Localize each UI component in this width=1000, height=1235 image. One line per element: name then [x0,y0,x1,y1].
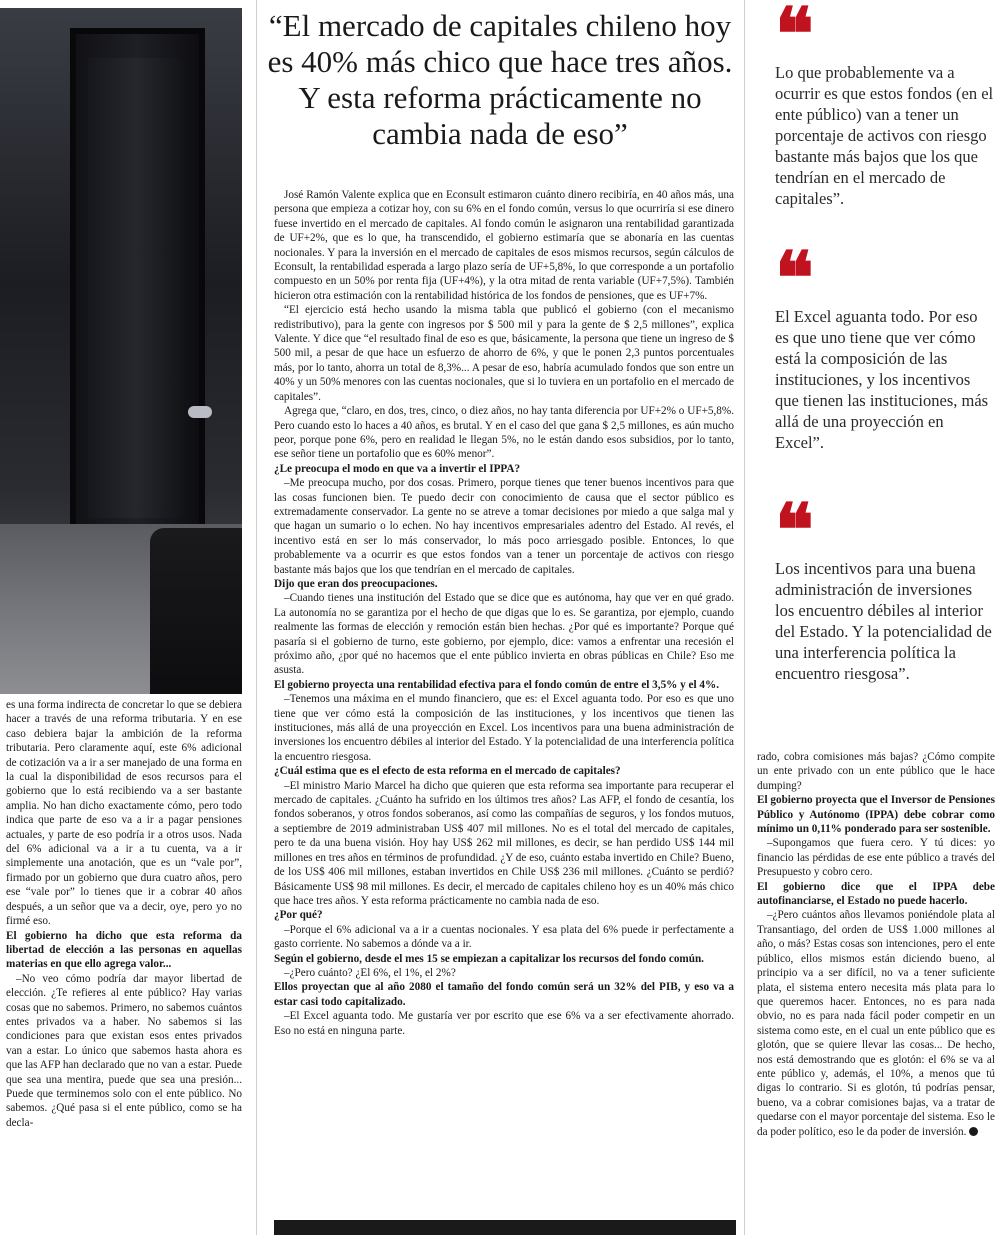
body-paragraph: José Ramón Valente explica que en Econsult estimaron cuánto dinero recibiría, en 40 años más, una persona que empieza a cotizar hoy, con su 6% en el fondo común, versus lo que ocurriría si ese dinero fuese invertido en el mercado de capitales. Al fondo común le asignaron una rentabilidad garantizada de UF+2%, que es lo que, ha transcendido, el gobierno estimaría que se abonaría en las cuentas nocionales. Y para la inversión en el mercado de capitales de esos mismos recursos, según cálculos de Econsult, la rentabilidad esperada a largo plazo sería de UF+5,8%, lo que corresponde a un portafolio compuesto en un 50% por renta fija (UF+4%), y la otra mitad de renta variable (UF+7,5%). También hicieron otra estimación con la rentabilidad histórica de los fondos de pensiones, que es UF+7%. [274,189,734,302]
body-paragraph: es una forma indirecta de concretar lo que se debiera hacer a través de una reforma tributaria. Y en ese caso debiera bajar la ambición de la reforma tributaria. Pero claramente aquí, este 6% adicional de cotización va a ir a ser manejado de una forma en la cual la disponibilidad de esos recursos para el gobierno que lo está recibiendo va a ser bastante amplia. No han dicho exactamente cómo, pero todo indica que parte de eso va a ir a pagar pensiones actuales, y parte de eso podría ir a otros usos. Nada del 6% adicional va a ir a tu cuenta, va a ir simplemente una anotación, que es un “vale por”, firmado por un gobierno que dura cuatro años, pero ese “vale por” lo tienes que ir a cobrar 40 años después, a un señor que va a decir, oye, pero yo no firmé eso. [6,699,242,928]
interview-question: Según el gobierno, desde el mes 15 se empiezan a capitalizar los recursos del fondo común. [274,952,704,965]
body-column-right [757,750,995,1139]
footer-bar [274,1220,736,1235]
body-paragraph: –¿Pero cuánto? ¿El 6%, el 1%, el 2%? [284,966,456,979]
photo-door [70,28,205,548]
interview-question: Ellos proyectan que al año 2080 el tamaño del fondo común será un 32% del PIB, y eso va a estar casi todo capitalizado. [274,981,734,1008]
interview-question: ¿Cuál estima que es el efecto de esta reforma en el mercado de capitales? [274,765,621,778]
body-paragraph: –No veo cómo podría dar mayor libertad de elección. ¿Te refieres al ente público? Hay varias cosas que no sabemos. Primero, no sabemos cuántos entes privados va a haber. No sabemos si las condiciones para que existan esos entes privados van a estar. Lo único que sabemos hasta ahora es que las AFP han declarado que no van a estar. Puede que sea una mentira, puede que sea una presión... Puede que terminemos solo con el ente público. No sabemos. ¿Qué pasa si el ente público, como se ha decla- [6,972,242,1129]
body-column-left [6,698,242,1130]
body-paragraph: –Tenemos una máxima en el mundo financiero, que es: el Excel aguanta todo. Por eso es que uno tiene que ver cómo está la composición de las instituciones, y los incentivos que tienen las instituciones, más allá de una proyección en Excel. Los incentivos para una buena administración de inversiones los encuentro débiles al interior del Estado. Y la potencialidad de una interferencia política la encuentro riesgosa. [274,693,734,763]
body-paragraph: rado, cobra comisiones más bajas? ¿Cómo compite un ente privado con un ente público que le hace dumping? [757,751,995,792]
pullquote-text: El Excel aguanta todo. Por eso es que uno tiene que ver cómo está la composición de las instituciones, y los incentivos que tienen las instituciones, más allá de una proyección en Excel”. [775,307,989,452]
body-paragraph: –Me preocupa mucho, por dos cosas. Primero, porque tienes que tener buenos incentivos para que las cosas funcionen bien. Te puedo decir con conocimiento de causa que el sector público es extremadamente conservador. La gente no se atreve a tomar decisiones por miedo a que salga mal y que hagan un sumario o lo echen. No hay incentivos empresariales adentro del Estado. Al revés, el incentivo está en ser lo más conservador, lo más poco arriesgado posible. Entonces, lo que probablemente va a ocurrir es que estos fondos van a tener un porcentaje de activos con riesgo bastante más bajos que los que tendrían en el mercado de capitales. [274,477,734,576]
headline: “El mercado de capitales chileno hoy es 40% más chico que hace tres años. Y esta reforma prácticamente no cambia nada de eso” [267,8,733,151]
pullquote-1 [775,0,995,209]
body-paragraph: –El Excel aguanta todo. Me gustaría ver por escrito que ese 6% va a ser efectivamente ahorrado. Eso no está en ninguna parte. [274,1010,734,1037]
body-paragraph: Agrega que, “claro, en dos, tres, cinco, o diez años, no hay tanta diferencia por UF+2% o UF+5,8%. Pero cuando esto lo haces a 40 años, es brutal. Y en el caso del que gana $ 2,5 millones, es aún mucho peor, porque pone 6%, pero en realidad le llegan 5%, no le están dando esos subsidios, por lo tanto, ese señor tiene un portafolio que es 60% menor”. [274,405,734,461]
column-divider-right [744,0,745,1235]
body-paragraph: –¿Pero cuántos años llevamos poniéndole plata al Transantiago, del orden de US$ 1.000 millones al año, o más? Estas cosas son intenciones, pero el ente público, ellos mismos están diciendo bueno, al principio va a ser difícil, no va a tener suficiente plata, el sistema entero necesita más plata para lo que queremos hacer. Entonces, no es para nada obvio, no es para nada fácil poder competir en un sistema como este, en el cual un ente público que es glotón, que se quiere llevar las cosas... De hecho, nos está demostrando que es glotón: el 6% se va al ente público y, además, el 10%, a menos que tú digas lo contrario. Si es glotón, tú podrías pensar, bueno, va a cobrar comisiones bajas, va a tratar de quedarse con el mayor porcentaje del sistema. Eso le da poder político, eso le da poder de inversión. [757,909,995,1138]
body-paragraph: –El ministro Mario Marcel ha dicho que quieren que esta reforma sea importante para recuperar el mercado de capitales. ¿Cuánto ha sufrido en los últimos tres años? Las AFP, el fondo de cesantía, los fondos soberanos, y otros fondos soberanos, así como las compañías de seguros, y los fondos mutuos, a septiembre de 2019 administraban US$ 407 mil millones. No es el total del mercado de capitales, pero te da una buena visión. Hoy hay US$ 262 mil millones, es decir, se han perdido US$ 144 mil millones en tres años en términos de profundidad. ¿Y de eso, cuánto estaba invertido en Chile? Bueno, de los US$ 406 mil millones, estaban invertidos en Chile US$ 236 mil millones. ¿Cuánto se perdió? Básicamente US$ 98 mil millones. Es decir, el mercado de capitales chileno hoy es un 40% más chico que hace tres años. Y esta reforma prácticamente no cambia nada de eso. [274,779,734,907]
photo-chair [150,528,242,694]
photo-door-handle [188,406,212,418]
photo-door-panel [88,58,183,518]
quote-mark-icon: ❝ [775,0,808,76]
interview-question: El gobierno dice que el IPPA debe autofinanciarse, el Estado no puede hacerlo. [757,880,995,908]
body-column-middle [274,188,734,1038]
body-paragraph: –Supongamos que fuera cero. Y tú dices: yo financio las pérdidas de ese ente público a través del Presupuesto y cobro cero. [757,837,995,879]
column-divider-left [256,0,257,1235]
article-photo [0,8,242,694]
pullquote-text: Lo que probablemente va a ocurrir es que estos fondos (en el ente público) van a tener un porcentaje de activos con riesgo bastante más bajos que los que tendrían en el mercado de capitales”. [775,63,994,208]
interview-question: Dijo que eran dos preocupaciones. [274,577,438,590]
body-paragraph: –Porque el 6% adicional va a ir a cuentas nocionales. Y esa plata del 6% puede ir perfectamente a gasto corriente. No sabemos a dónde va a ir. [274,923,734,951]
body-paragraph: –Cuando tienes una institución del Estado que se dice que es autónoma, hay que ver en qué grado. La autonomía no se garantiza por el hecho de que digas que lo es. Se garantiza, por ejemplo, cuando realmente las formas de elección y remoción están bien hechas. ¿Por qué es importante? Porque qué pasaría si el gobierno de turno, este gobierno, por ejemplo, dice: vamos a enfrentar una recesión el próximo año, ¿por qué no hacemos que el ente público invierta en obras públicas en Chile? Eso me asusta. [274,592,734,677]
pullquote-text: Los incentivos para una buena administración de inversiones los encuentro débiles al interior del Estado. Y la potencialidad de una interferencia política la encuentro riesgosa”. [775,559,992,683]
interview-question: ¿Por qué? [274,909,323,922]
pullquote-2 [775,235,995,453]
interview-question: ¿Le preocupa el modo en que va a invertir el IPPA? [274,462,521,475]
quote-mark-icon: ❝ [775,487,808,572]
interview-question: El gobierno ha dicho que esta reforma da libertad de elección a las personas en aquellas materias en que ello agrega valor... [6,929,242,971]
pullquote-3 [775,487,995,684]
quote-mark-icon: ❝ [775,235,808,320]
interview-question: El gobierno proyecta una rentabilidad efectiva para el fondo común de entre el 3,5% y el 4%. [274,678,719,691]
end-of-article-icon [969,1127,978,1136]
interview-question: El gobierno proyecta que el Inversor de Pensiones Público y Autónomo (IPPA) debe cobrar como mínimo un 0,11% ponderado para ser sostenible. [757,794,995,836]
body-paragraph: “El ejercicio está hecho usando la misma tabla que publicó el gobierno (con el mecanismo redistributivo), para la gente con ingresos por $ 500 mil y para la gente de $ 2,5 millones”, explica Valente. Y dice que “el resultado final de eso es que, básicamente, la persona que tiene un ingreso de $ 500 mil, a pesar de que hace un esfuerzo de ahorro de 6%, y que le ponen 2,3 puntos porcentuales más, por lo tanto, ahorra un total de 8,3%... A pesar de eso, habría acumulado fondos que son entre un 40% y un 50% menores con las cuentas nocionales, que si lo tuviera en un portafolio en el mercado de capitales”. [274,304,734,403]
